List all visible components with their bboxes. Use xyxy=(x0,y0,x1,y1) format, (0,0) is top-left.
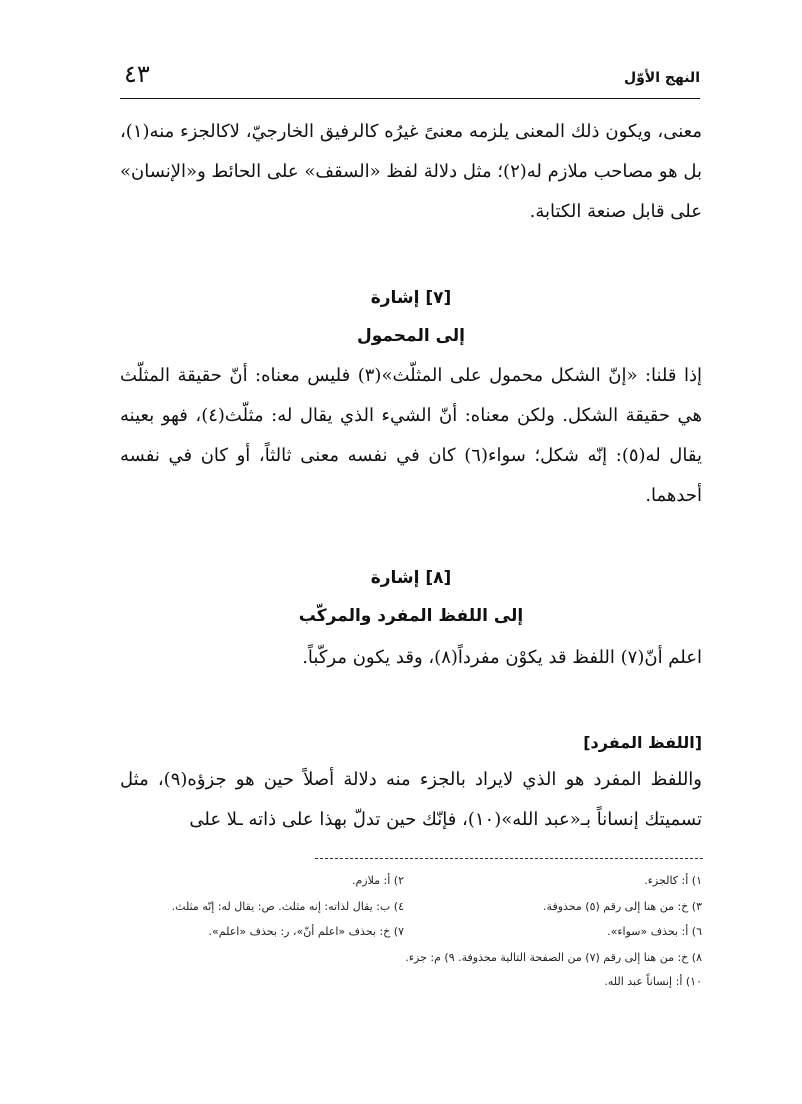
footnote: ٣) خ: من هنا إلى رقم (٥) محذوفة. xyxy=(543,900,702,913)
section-8-subtitle: إلى اللفظ المفرد والمركّب xyxy=(298,606,524,626)
footnote: ٢) أ: ملازم. xyxy=(351,874,404,887)
footnote: ٤) ب: يقال لذاته: إنه مثلث. ص: يقال له: إنّه مثلث. xyxy=(171,900,404,913)
footnote-separator xyxy=(315,858,703,859)
footnote: ١٠) أ: إنساناً عبد الله. xyxy=(604,975,702,988)
page-number: ٤٣ xyxy=(124,60,150,88)
footnote: ٧) خ: بحذف «اعلم أنّ»، ر: بحذف «اعلم». xyxy=(208,925,404,938)
page-header xyxy=(120,58,700,99)
section-8-title: [٨] إشارة xyxy=(370,568,452,588)
footnote: ٦) أ: بحذف «سواء». xyxy=(607,925,702,938)
section-7-subtitle: إلى المحمول xyxy=(357,326,465,346)
paragraph-continuation: معنى، ويكون ذلك المعنى يلزمه معنىً غيرُه كالرفيق الخارجيّ، لاكالجزء منه(١)، بل هو مصاحب ملازم له(٢)؛ مثل دلالة لفظ «السقف» على الحائط و«الإنسان» على قابل صنعة الكتابة. xyxy=(120,121,702,222)
section-7-title: [٧] إشارة xyxy=(370,288,452,308)
footnote: ٨) خ: من هنا إلى رقم (٧) من الصفحة التالية محذوفة. ٩) م: جزء. xyxy=(405,951,702,964)
subsection-text: واللفظ المفرد هو الذي لايراد بالجزء منه دلالة أصلاً حين هو جزؤه(٩)، مثل تسميتك إنساناً بـ«عبد الله»(١٠)، فإنّك حين تدلّ بهذا على ذاته ـلا على xyxy=(120,769,702,830)
section-8-text: اعلم أنّ(٧) اللفظ قد يكوْن مفرداً(٨)، وقد يكون مركّباً. xyxy=(302,647,702,668)
footnote: ١) أ: كالجزء. xyxy=(644,874,702,887)
subsection-title: [اللفظ المفرد] xyxy=(583,733,702,752)
running-title: النهج الأوّل xyxy=(623,70,700,86)
section-7-text: إذا قلنا: «إنّ الشكل محمول على المثلّث»(٣) فليس معناه: أنّ حقيقة المثلّث هي حقيقة الشكل. ولكن معناه: أنّ الشيء الذي يقال له: مثلّث(٤)، فهو بعينه يقال له(٥): إنّه شكل؛ سواء(٦) كان في نفسه معنى ثالثاً، أو كان في نفسه أحدهما. xyxy=(120,365,702,506)
